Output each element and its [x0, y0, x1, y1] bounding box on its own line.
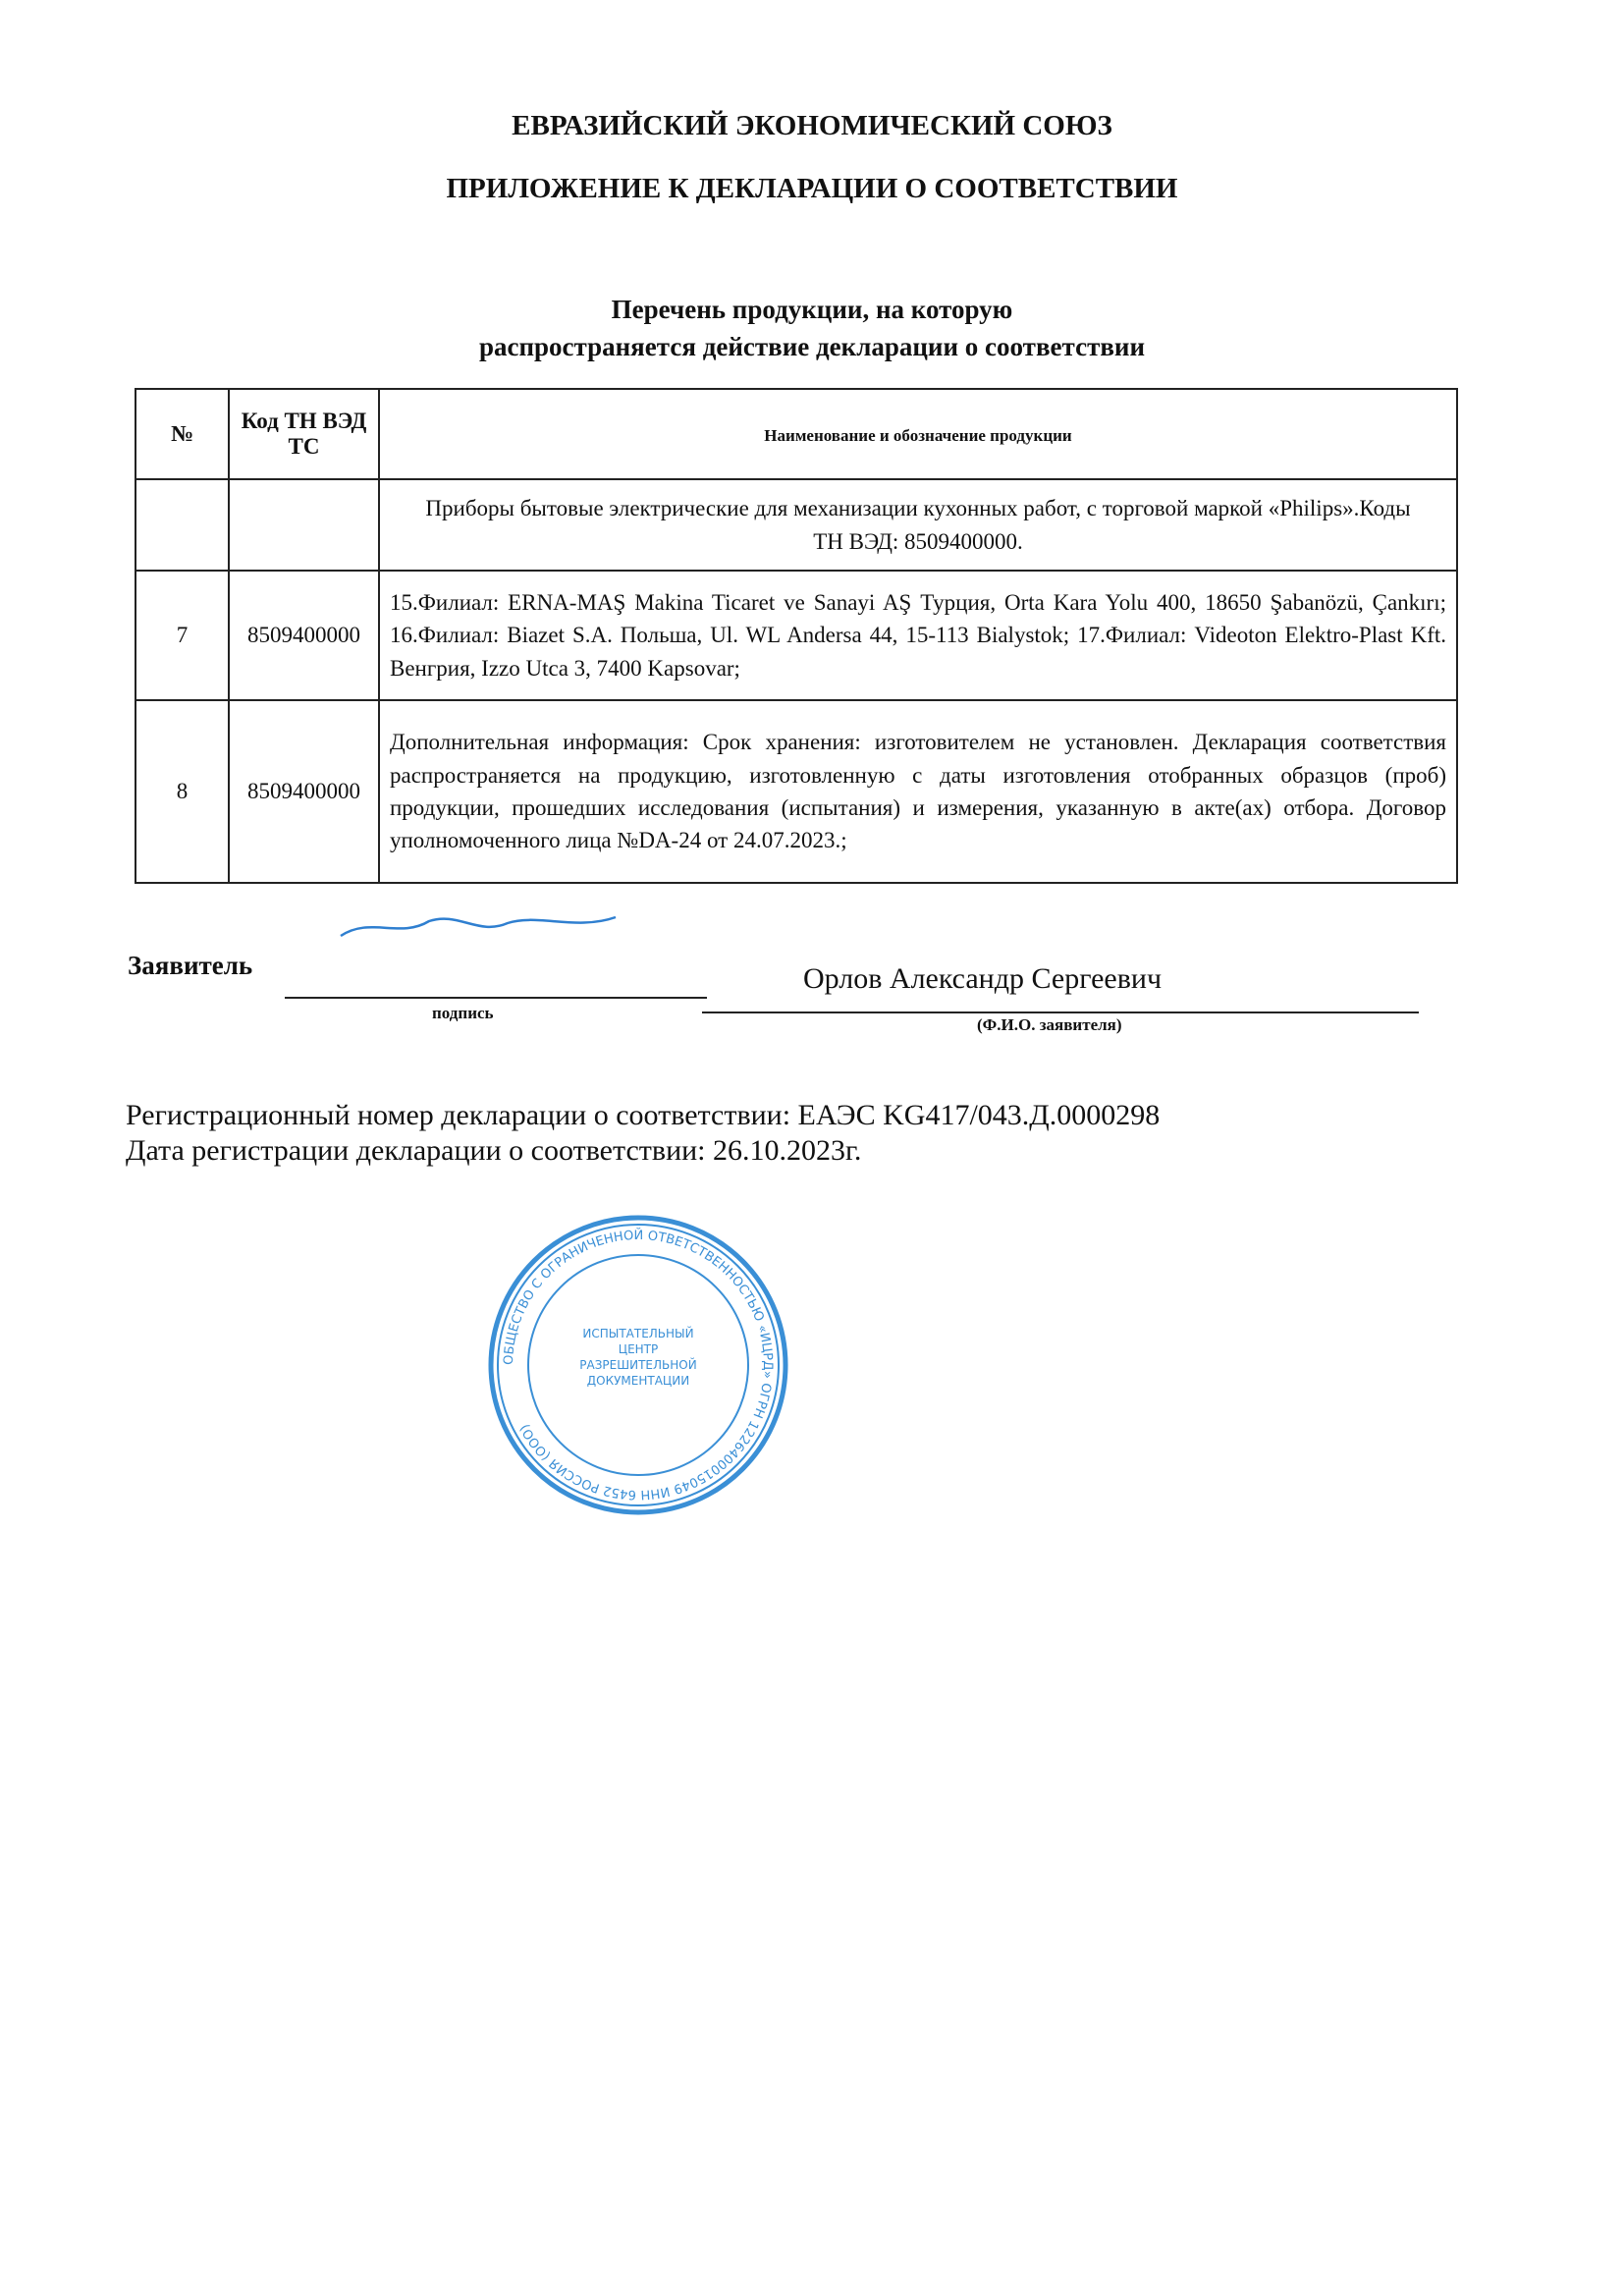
signature-block	[128, 951, 1458, 1098]
company-seal-stamp	[481, 1208, 795, 1522]
table-row	[135, 700, 1457, 883]
row-number	[135, 479, 229, 571]
row-code: 8509400000	[229, 571, 379, 700]
stamp-outer-text: ОБЩЕСТВО С ОГРАНИЧЕННОЙ ОТВЕТСТВЕННОСТЬЮ «ИЦРД» ОГРН 1226400015049 ИНН 6452 РОССИЯ (ООО)	[501, 1228, 776, 1503]
table-row	[135, 571, 1457, 700]
registration-number: Регистрационный номер декларации о соответствии: ЕАЭС KG417/043.Д.0000298	[126, 1099, 1161, 1131]
name-caption: (Ф.И.О. заявителя)	[977, 1015, 1122, 1034]
row-code: 8509400000	[229, 700, 379, 883]
signature-line	[285, 997, 707, 999]
applicant-label: Заявитель	[128, 951, 253, 980]
signature-caption: подпись	[432, 1004, 494, 1022]
document-title: ПРИЛОЖЕНИЕ К ДЕКЛАРАЦИИ О СООТВЕТСТВИИ	[446, 173, 1178, 204]
handwritten-signature	[331, 911, 625, 941]
stamp-inner-text: ИСПЫТАТЕЛЬНЫЙ ЦЕНТР РАЗРЕШИТЕЛЬНОЙ ДОКУМЕНТАЦИИ	[579, 1327, 697, 1388]
row-text: Приборы бытовые электрические для механизации кухонных работ, с торговой маркой «Philips».Коды ТН ВЭД: 8509400000.	[379, 479, 1457, 571]
list-subtitle-2: распространяется действие декларации о соответствии	[478, 332, 1146, 361]
col-name: Наименование и обозначение продукции	[379, 389, 1457, 479]
col-number: №	[135, 389, 229, 479]
products-table	[135, 388, 1458, 884]
col-code: Код ТН ВЭД ТС	[229, 389, 379, 479]
applicant-name: Орлов Александр Сергеевич	[803, 962, 1163, 995]
row-text: 15.Филиал: ERNA-MAŞ Makina Ticaret ve Sanayi AŞ Турция, Orta Kara Yolu 400, 18650 Şabanözü, Çankırı; 16.Филиал: Biazet S.A. Польша, Ul. WL Andersa 44, 15-113 Bialystok; 17.Филиал: Videoton Elektro-Plast Kft. Венгрия, Izzo Utca 3, 7400 Kapsovar;	[379, 571, 1457, 700]
name-line	[702, 1011, 1419, 1013]
document-body	[126, 388, 1458, 1522]
row-number: 8	[135, 700, 229, 883]
table-row	[135, 479, 1457, 571]
row-code	[229, 479, 379, 571]
registration-date: Дата регистрации декларации о соответствии: 26.10.2023г.	[126, 1134, 862, 1167]
row-text: Дополнительная информация: Срок хранения: изготовителем не установлен. Декларация соответствия распространяется на продукцию, изготовленную с даты изготовления отобранных образцов (проб) продукции, прошедших исследования (испытания) и измерения, указанную в акте(ах) отбора. Договор уполномоченного лица №DA-24 от 24.07.2023.;	[379, 700, 1457, 883]
table-header-row	[135, 389, 1457, 479]
union-title: ЕВРАЗИЙСКИЙ ЭКОНОМИЧЕСКИЙ СОЮЗ	[512, 110, 1112, 141]
row-number: 7	[135, 571, 229, 700]
list-subtitle-1: Перечень продукции, на которую	[611, 295, 1013, 324]
